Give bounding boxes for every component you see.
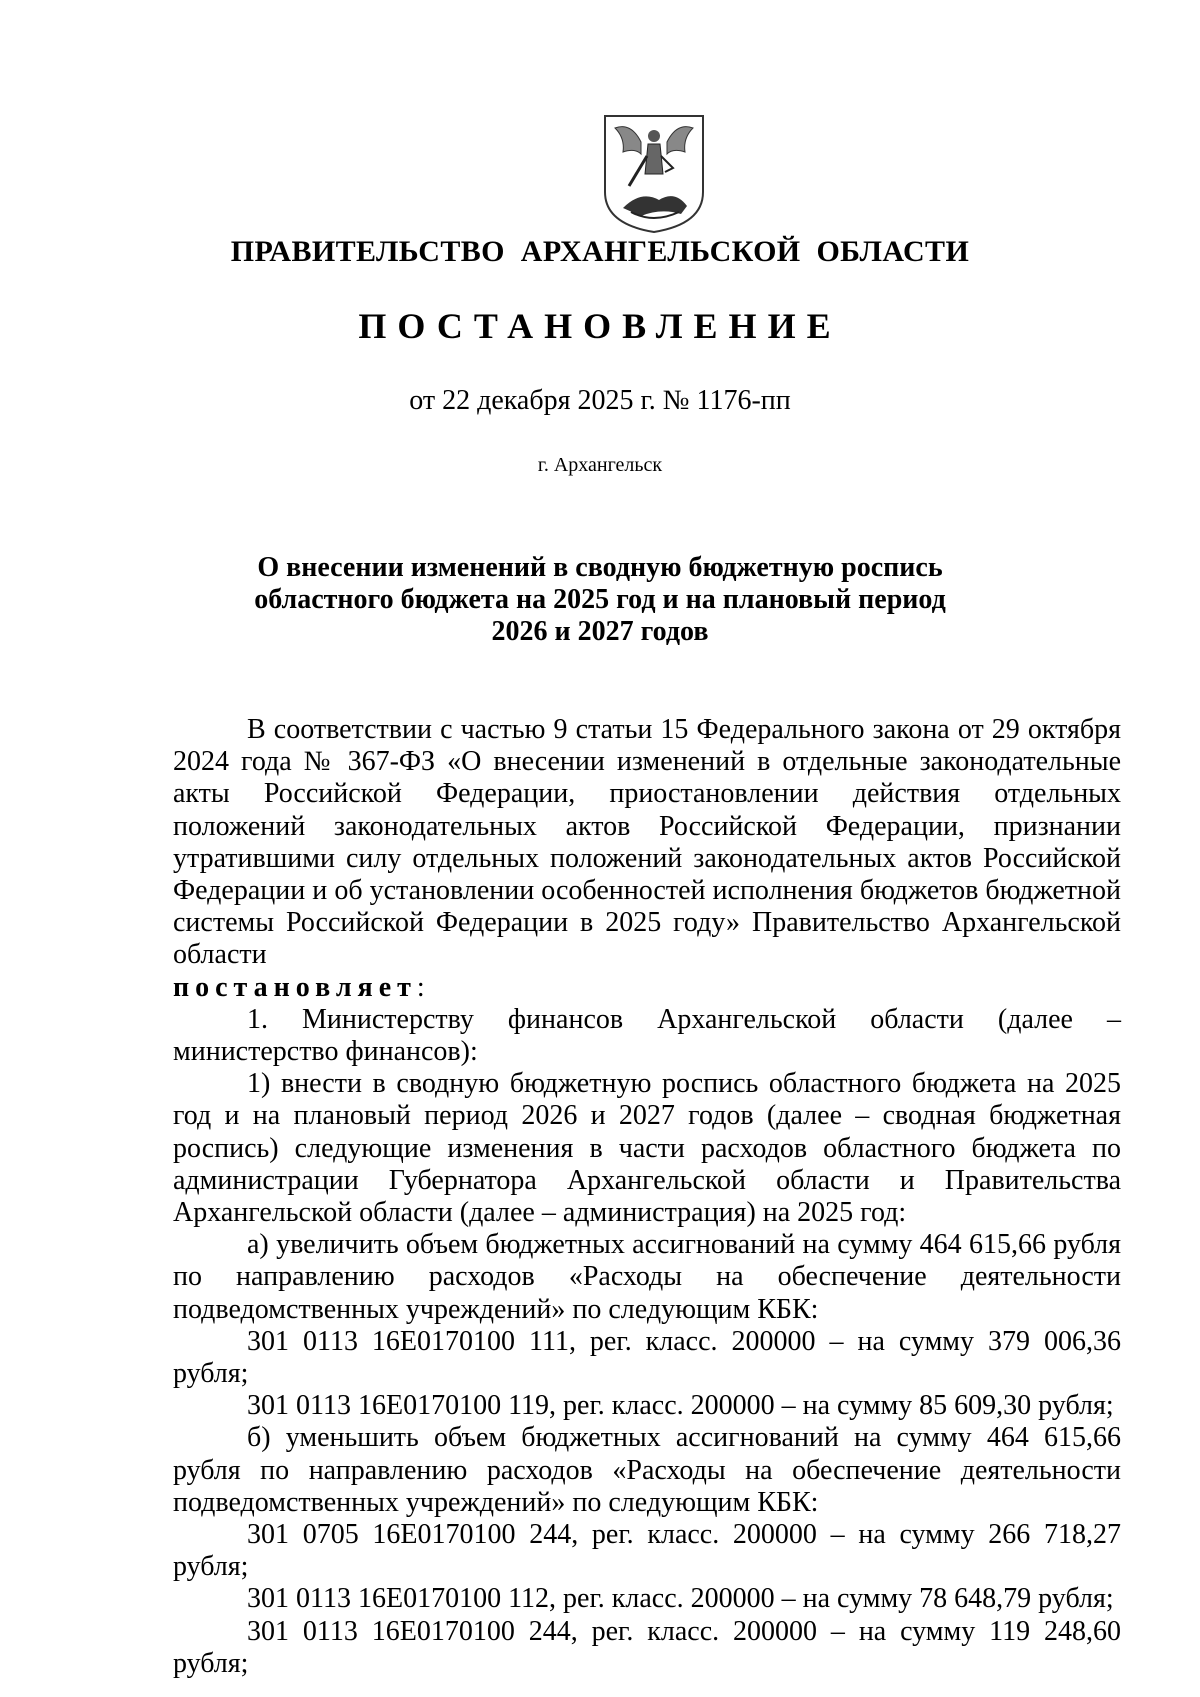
kbk-line: 301 0113 16Е0170100 112, рег. класс. 200000 – на сумму 78 648,79 рубля; [247,1583,1114,1615]
document-type: ПОСТАНОВЛЕНИЕ [358,306,842,346]
resolves-colon: : [416,971,425,1003]
item-paragraph: 1. Министерству финансов Архангельской области (далее – министерство финансов): [173,1003,1121,1068]
kbk-line: 301 0113 16Е0170100 244, рег. класс. 200000 – на сумму 119 248,60 рубля; [173,1615,1121,1679]
kbk-line: 301 0113 16Е0170100 119, рег. класс. 200000 – на сумму 85 609,30 рубля; [247,1390,1114,1422]
coat-of-arms-emblem [601,112,707,234]
resolves-line [173,972,1121,1004]
title-line: О внесении изменений в сводную бюджетную роспись [257,552,943,583]
document-city: г. Архангельск [537,454,663,476]
resolves-word: постановляет [173,971,417,1003]
item-paragraph: а) увеличить объем бюджетных ассигнований на сумму 464 615,66 рубля по направлению расходов «Расходы на обеспечение деятельности подведомственных учреждений» по следующим КБК: [173,1229,1121,1325]
kbk-line: 301 0113 16Е0170100 111, рег. класс. 200000 – на сумму 379 006,36 рубля; [173,1325,1121,1390]
item-paragraph: б) уменьшить объем бюджетных ассигнований на сумму 464 615,66 рубля по направлению расходов «Расходы на обеспечение деятельности подведомственных учреждений» по следующим КБК: [173,1422,1121,1518]
preamble-paragraph: В соответствии с частью 9 статьи 15 Федерального закона от 29 октября 2024 года № 367-ФЗ «О внесении изменений в отдельные законодательные акты Российской Федерации, приостановлении действия отдельных положений законодательных актов Российской Федерации, признании утратившими силу отдельных положений законодательных актов Российской Федерации и об установлении особенностей исполнения бюджетов бюджетной системы Российской Федерации в 2025 году» Правительство Архангельской области [173,714,1121,971]
document-date-number: от 22 декабря 2025 г. № 1176-пп [409,385,791,416]
item-paragraph: 1) внести в сводную бюджетную роспись областного бюджета на 2025 год и на плановый период 2026 и 2027 годов (далее – сводная бюджетная роспись) следующие изменения в части расходов областного бюджета по администрации Губернатора Архангельской области и Правительства Архангельской области (далее – администрация) на 2025 год: [173,1068,1121,1229]
organization-heading: ПРАВИТЕЛЬСТВО АРХАНГЕЛЬСКОЙ ОБЛАСТИ [230,235,970,268]
kbk-line: 301 0705 16Е0170100 244, рег. класс. 200000 – на сумму 266 718,27 рубля; [173,1519,1121,1583]
title-line: областного бюджета на 2025 год и на плановый период [254,584,946,615]
title-line: 2026 и 2027 годов [491,616,709,647]
document-body [173,714,1121,1680]
document-title [0,552,1200,648]
